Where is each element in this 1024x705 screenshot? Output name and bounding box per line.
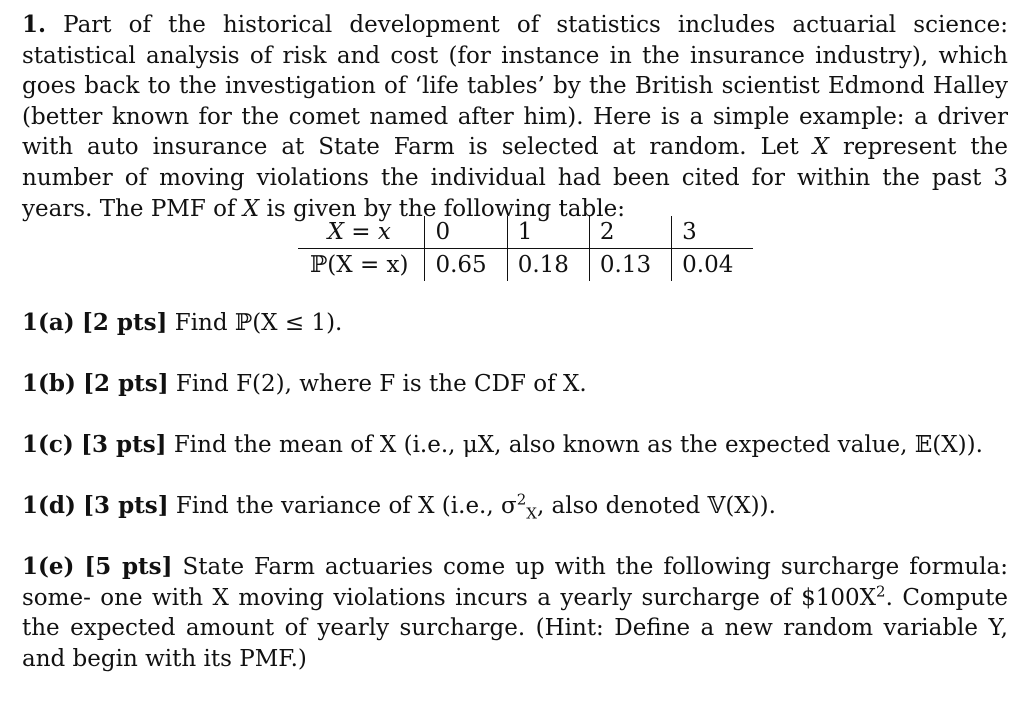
pmf-p-value: 0.13: [589, 249, 671, 282]
question-points: [3 pts]: [81, 431, 167, 458]
question-text-before: Find the variance of X (i.e., σ: [175, 493, 517, 519]
question-text-before: State Farm actuaries come up with the following surcharge formula: some- one with X moving violations incurs a yearly surcharge of $100X: [22, 554, 1009, 611]
pmf-p-value: 0.04: [682, 252, 734, 278]
pmf-row-probability: [298, 249, 753, 282]
pmf-p-value: 0.18: [507, 249, 589, 282]
intro-variable-x: X: [812, 134, 830, 161]
question-text: Find the mean of X (i.e., μX, also known as the expected value, 𝔼(X)).: [173, 432, 983, 458]
intro-text-1: Part of the historical development of statistics includes actuarial science: statistical analysis of risk and cost (for instance in the insurance industry), which goes back to the investigation of ‘life tables’ by the British scientist Edmond Halley (better known for the comet named after him). Here is a simple example: a driver with auto insurance at State Farm is selected at random. Let: [22, 12, 1008, 161]
question-text: Find F(2), where F is the CDF of X.: [175, 371, 587, 397]
pmf-x-value: 3: [672, 216, 754, 249]
question-text-after: . Compute the expected amount of yearly surcharge. (Hint: Define a new random variable Y, and begin with its PMF.): [22, 584, 1008, 672]
intro-text-3: is given by the following table:: [259, 195, 625, 222]
question-label: 1(b): [22, 370, 76, 397]
pmf-row-label-x: X = x: [298, 216, 425, 249]
problem-number: 1.: [22, 11, 47, 38]
question-text: Find ℙ(X ≤ 1).: [174, 310, 343, 336]
question-points: [2 pts]: [83, 370, 169, 397]
pmf-x-value: 1: [507, 216, 589, 249]
question-points: [3 pts]: [83, 492, 169, 519]
question-1b: [22, 369, 1008, 400]
question-label: 1(d): [22, 492, 76, 519]
question-1d: [22, 491, 1008, 522]
pmf-x-value: 2: [589, 216, 671, 249]
pmf-row-label-probability: ℙ(X = x): [298, 249, 425, 282]
pmf-row-x: [298, 216, 753, 249]
question-text-after: , also denoted 𝕍(X)).: [536, 493, 776, 519]
question-1c: [22, 430, 1008, 461]
superscript: 2: [516, 490, 527, 509]
question-1a: [22, 308, 1008, 339]
subscript: X: [526, 504, 537, 523]
superscript: 2: [876, 581, 886, 600]
intro-text-2: represent the number of moving violations the individual had been cited for within the past 3 years. The PMF of: [22, 134, 1008, 222]
question-label: 1(e): [22, 553, 75, 580]
question-1e: [22, 552, 1008, 674]
problem-intro: [22, 10, 1008, 224]
pmf-x-value: 0: [425, 216, 507, 249]
question-points: [2 pts]: [81, 309, 168, 336]
pmf-table: [298, 216, 753, 281]
question-points: [5 pts]: [84, 553, 173, 580]
pmf-p-value: 0.65: [425, 249, 507, 282]
question-label: 1(c): [22, 431, 74, 458]
question-label: 1(a): [22, 309, 75, 336]
intro-variable-x-2: X: [242, 195, 260, 222]
